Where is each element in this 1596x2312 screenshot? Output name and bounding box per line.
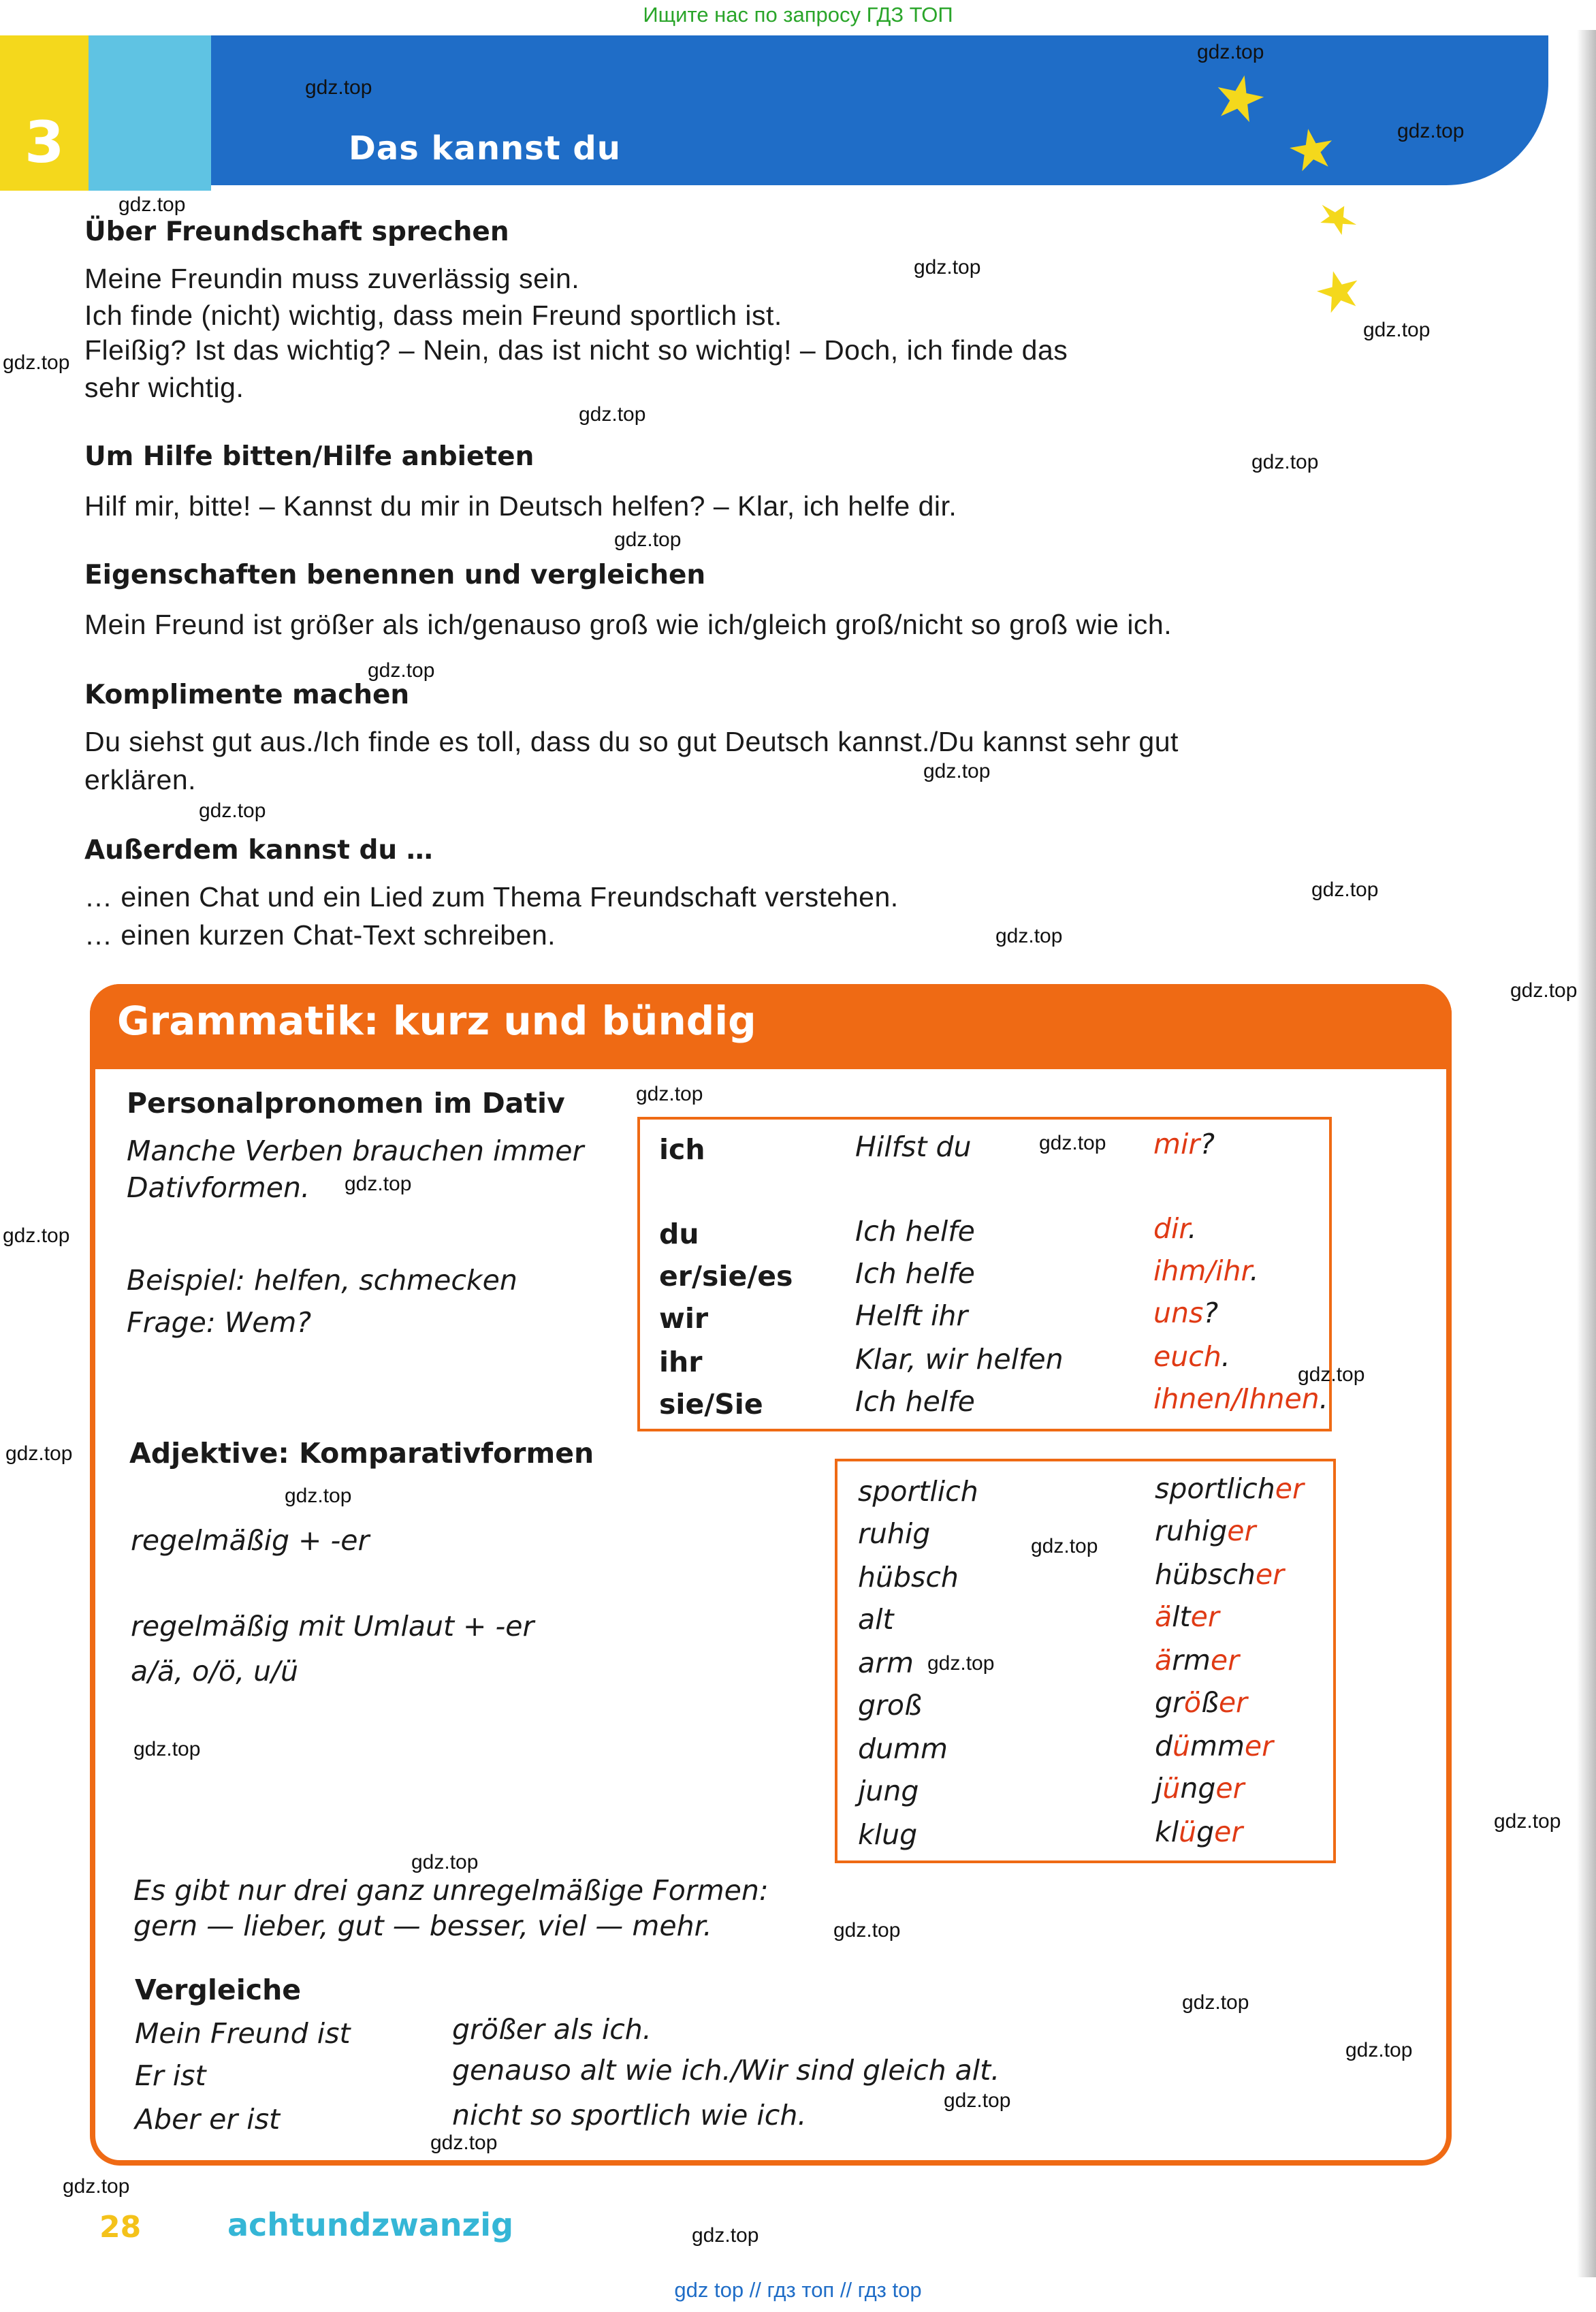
- komparativ-rule: regelmäßig mit Umlaut + -er: [131, 1610, 534, 1643]
- komparativ-form: [1155, 1686, 1247, 1719]
- dativ-pronoun: du: [659, 1218, 699, 1250]
- form-umlaut: ü: [1179, 1816, 1197, 1848]
- komparativ-base: ruhig: [858, 1517, 931, 1550]
- grammar-title: Grammatik: kurz und bündig: [117, 998, 756, 1044]
- watermark: gdz.top: [927, 1652, 995, 1675]
- vergleiche-right: größer als ich.: [452, 2013, 652, 2046]
- watermark: gdz.top: [914, 256, 981, 279]
- komparativ-base: sportlich: [858, 1475, 978, 1508]
- watermark: gdz.top: [3, 1224, 70, 1247]
- form-stem: j: [1155, 1772, 1163, 1805]
- vergleiche-right: genauso alt wie ich./Wir sind gleich alt.: [452, 2054, 1000, 2087]
- dativ-question: Frage: Wem?: [127, 1306, 312, 1339]
- komparativ-form: [1155, 1558, 1284, 1591]
- dativ-heading: Personalpronomen im Dativ: [127, 1087, 565, 1120]
- page-number-word: achtundzwanzig: [227, 2206, 513, 2243]
- dativ-form: ihm/ihr: [1153, 1254, 1250, 1287]
- dativ-phrase: Helft ihr: [855, 1299, 968, 1332]
- watermark: gdz.top: [1251, 451, 1319, 473]
- form-ending: er: [1255, 1558, 1284, 1591]
- watermark: gdz.top: [1311, 878, 1379, 901]
- komparativ-form: [1155, 1816, 1243, 1848]
- komparativ-base: hübsch: [858, 1561, 959, 1594]
- section-line: Fleißig? Ist das wichtig? – Nein, das ist nicht so wichtig! – Doch, ich finde das: [84, 334, 1068, 366]
- dativ-phrase: Ich helfe: [855, 1257, 975, 1290]
- section-line: Du siehst gut aus./Ich finde es toll, dass du so gut Deutsch kannst./Du kannst sehr gut: [84, 726, 1179, 757]
- komparativ-form: [1155, 1730, 1273, 1762]
- watermark: gdz.top: [285, 1485, 352, 1507]
- star-icon: ★: [1281, 114, 1343, 187]
- watermark: gdz.top: [636, 1083, 703, 1105]
- section-line: Meine Freundin muss zuverlässig sein.: [84, 263, 580, 294]
- dativ-phrase: Hilfst du: [855, 1130, 972, 1163]
- form-umlaut: ü: [1172, 1730, 1191, 1762]
- watermark: gdz.top: [1298, 1363, 1365, 1386]
- watermark: gdz.top: [1197, 41, 1264, 63]
- dativ-pronoun: ihr: [659, 1346, 703, 1378]
- komparativ-heading: Adjektive: Komparativformen: [129, 1437, 594, 1470]
- dativ-desc: Manche Verben brauchen immer: [127, 1135, 584, 1167]
- section-line: Hilf mir, bitte! – Kannst du mir in Deutsch helfen? – Klar, ich helfe dir.: [84, 490, 957, 522]
- section-line: erklären.: [84, 764, 197, 795]
- dativ-phrase: Ich helfe: [855, 1385, 975, 1418]
- watermark: gdz.top: [1510, 979, 1578, 1002]
- form-ending: er: [1215, 1772, 1245, 1805]
- form-tail: lt: [1172, 1600, 1191, 1633]
- irregular-forms: gern — lieber, gut — besser, viel — mehr.: [133, 1910, 712, 1942]
- dativ-pronoun: sie/Sie: [659, 1388, 763, 1421]
- form-ending: er: [1214, 1816, 1243, 1848]
- form-ending: er: [1218, 1686, 1247, 1719]
- komparativ-base: klug: [858, 1818, 918, 1851]
- section-heading: Komplimente machen: [84, 680, 410, 710]
- top-banner[interactable]: Ищите нас по запросу ГДЗ ТОП: [643, 3, 953, 27]
- form-stem: d: [1155, 1730, 1173, 1762]
- dativ-desc: Dativformen.: [127, 1171, 310, 1204]
- komparativ-base: dumm: [858, 1732, 948, 1765]
- form-ending: er: [1227, 1515, 1256, 1547]
- section-line: sehr wichtig.: [84, 372, 244, 403]
- page-number: 28: [99, 2210, 142, 2245]
- form-ending: er: [1244, 1730, 1274, 1762]
- dativ-punct: .: [1187, 1212, 1197, 1245]
- watermark: gdz.top: [3, 351, 70, 374]
- komparativ-rule: a/ä, o/ö, u/ü: [131, 1655, 298, 1688]
- section-heading: Über Freundschaft sprechen: [84, 217, 509, 247]
- watermark: gdz.top: [368, 659, 435, 682]
- vergleiche-left: Er ist: [135, 2059, 206, 2092]
- komparativ-form: [1155, 1472, 1304, 1505]
- form-tail: mm: [1190, 1730, 1245, 1762]
- komparativ-form: [1155, 1772, 1245, 1805]
- form-umlaut: ä: [1155, 1600, 1172, 1633]
- chapter-number: 3: [25, 109, 65, 176]
- page-title: Das kannst du: [349, 129, 621, 168]
- watermark: gdz.top: [411, 1851, 479, 1873]
- section-line: … einen Chat und ein Lied zum Thema Freundschaft verstehen.: [84, 881, 899, 913]
- vergleiche-left: Mein Freund ist: [135, 2017, 351, 2050]
- form-ending: er: [1190, 1600, 1219, 1633]
- watermark: gdz.top: [1031, 1535, 1098, 1557]
- section-line: Mein Freund ist größer als ich/genauso groß wie ich/gleich groß/nicht so groß wie ich.: [84, 609, 1172, 640]
- star-icon: ★: [1307, 187, 1369, 248]
- watermark: gdz.top: [430, 2132, 498, 2154]
- watermark: gdz.top: [5, 1442, 73, 1465]
- section-heading: Außerdem kannst du …: [84, 835, 433, 866]
- form-umlaut: ü: [1162, 1772, 1181, 1805]
- komparativ-form: [1155, 1515, 1256, 1547]
- watermark: gdz.top: [345, 1173, 412, 1195]
- vergleiche-right: nicht so sportlich wie ich.: [452, 2099, 807, 2132]
- watermark: gdz.top: [833, 1919, 901, 1942]
- watermark: gdz.top: [63, 2175, 130, 2198]
- watermark: gdz.top: [1363, 319, 1431, 341]
- form-tail: ng: [1180, 1772, 1216, 1805]
- dativ-phrase: Ich helfe: [855, 1215, 975, 1248]
- form-stem: gr: [1155, 1686, 1184, 1719]
- komparativ-base: groß: [858, 1689, 922, 1722]
- watermark: gdz.top: [1494, 1810, 1561, 1833]
- watermark: gdz.top: [692, 2224, 759, 2247]
- section-line: Ich finde (nicht) wichtig, dass mein Freund sportlich ist.: [84, 300, 782, 331]
- star-icon: ★: [1205, 57, 1274, 140]
- watermark: gdz.top: [944, 2089, 1011, 2112]
- star-icon: ★: [1307, 254, 1371, 328]
- watermark: gdz.top: [1182, 1991, 1249, 2014]
- dativ-punct: .: [1221, 1340, 1230, 1373]
- form-stem: hübsch: [1155, 1558, 1256, 1591]
- irregular-intro: Es gibt nur drei ganz unregelmäßige Formen:: [133, 1874, 769, 1907]
- watermark: gdz.top: [614, 528, 682, 551]
- watermark: gdz.top: [133, 1738, 201, 1760]
- dativ-pronoun: ich: [659, 1133, 705, 1166]
- form-stem: ruhig: [1155, 1515, 1228, 1547]
- dativ-form: mir: [1153, 1128, 1200, 1160]
- dativ-punct: .: [1249, 1254, 1259, 1287]
- watermark: gdz.top: [1397, 120, 1465, 142]
- komparativ-rule: regelmäßig + -er: [131, 1524, 370, 1557]
- vergleiche-left: Aber er ist: [135, 2103, 281, 2136]
- form-umlaut: ä: [1155, 1644, 1172, 1677]
- dativ-phrase: Klar, wir helfen: [855, 1343, 1064, 1376]
- dativ-form: ihnen/Ihnen: [1153, 1382, 1320, 1415]
- komparativ-form: [1155, 1644, 1239, 1677]
- dativ-pronoun: wir: [659, 1302, 709, 1335]
- komparativ-form: [1155, 1600, 1219, 1633]
- header-accent: [89, 35, 211, 191]
- dativ-punct: .: [1319, 1382, 1328, 1415]
- form-ending: er: [1275, 1472, 1304, 1505]
- form-stem: sportlich: [1155, 1472, 1275, 1505]
- section-heading: Eigenschaften benennen und vergleichen: [84, 560, 706, 590]
- dativ-example: Beispiel: helfen, schmecken: [127, 1264, 517, 1297]
- section-heading: Um Hilfe bitten/Hilfe anbieten: [84, 441, 534, 472]
- form-tail: rm: [1172, 1644, 1211, 1677]
- dativ-form: uns: [1153, 1297, 1204, 1329]
- dativ-punct: ?: [1200, 1128, 1215, 1160]
- form-tail: ß: [1200, 1686, 1219, 1719]
- dativ-punct: ?: [1203, 1297, 1219, 1329]
- watermark: gdz.top: [118, 193, 186, 216]
- komparativ-base: jung: [858, 1775, 919, 1807]
- watermark: gdz.top: [579, 403, 646, 426]
- watermark: gdz.top: [199, 799, 266, 822]
- form-tail: g: [1196, 1816, 1215, 1848]
- dativ-form: dir: [1153, 1212, 1188, 1245]
- komparativ-base: arm: [858, 1647, 914, 1679]
- form-ending: er: [1210, 1644, 1240, 1677]
- komparativ-base: alt: [858, 1603, 894, 1636]
- vergleiche-heading: Vergleiche: [135, 1974, 302, 2006]
- watermark: gdz.top: [305, 76, 372, 99]
- dativ-form: euch: [1153, 1340, 1222, 1373]
- dativ-pronoun: er/sie/es: [659, 1260, 793, 1293]
- watermark: gdz.top: [923, 760, 991, 782]
- watermark: gdz.top: [1345, 2039, 1413, 2061]
- form-stem: kl: [1155, 1816, 1179, 1848]
- watermark: gdz.top: [1039, 1132, 1106, 1154]
- watermark: gdz.top: [995, 925, 1063, 947]
- bottom-banner[interactable]: gdz top // гдз топ // гдз top: [674, 2278, 922, 2302]
- form-umlaut: ö: [1183, 1686, 1201, 1719]
- section-line: … einen kurzen Chat-Text schreiben.: [84, 919, 556, 951]
- page-edge-shadow: [1577, 30, 1596, 2277]
